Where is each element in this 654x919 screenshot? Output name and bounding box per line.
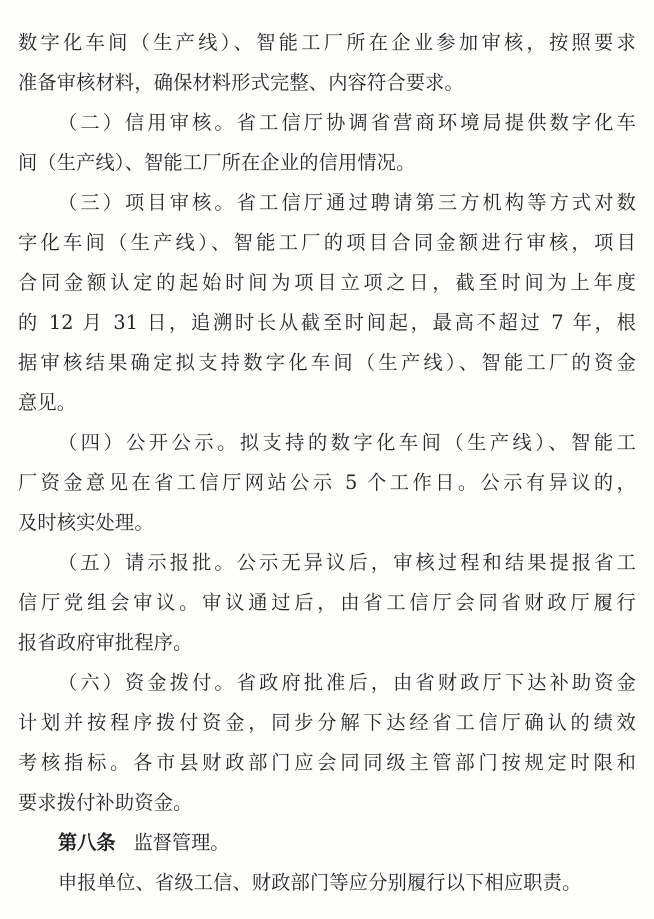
article-title: 监督管理。 [133, 831, 230, 854]
text-line: 合同金额认定的起始时间为项目立项之日，截至时间为上年度 [18, 271, 636, 294]
text-line: 计划并按程序拨付资金，同步分解下达经省工信厅确认的绩效 [18, 711, 636, 734]
text-line: 要求拨付补助资金。 [18, 791, 193, 814]
text-line: 信厅党组会审议。审议通过后，由省工信厅会同省财政厅履行 [18, 591, 636, 614]
text-line: （五）请示报批。公示无异议后，审核过程和结果提报省工 [58, 551, 636, 574]
article-heading [58, 823, 230, 863]
text-line: 厂资金意见在省工信厅网站公示 5 个工作日。公示有异议的， [18, 471, 636, 494]
text-line: 间（生产线）、智能工厂所在企业的信用情况。 [18, 151, 416, 174]
text-line: 字化车间（生产线）、智能工厂的项目合同金额进行审核，项目 [18, 231, 636, 254]
text-line: 的 12 月 31 日，追溯时长从截至时间起，最高不超过 7 年，根 [18, 311, 636, 334]
text-line: 报省政府审批程序。 [18, 631, 193, 654]
text-line: （四）公开公示。拟支持的数字化车间（生产线）、智能工 [58, 431, 636, 454]
text-line: （二）信用审核。省工信厅协调省营商环境局提供数字化车 [58, 111, 636, 134]
text-line: （三）项目审核。省工信厅通过聘请第三方机构等方式对数 [58, 191, 636, 214]
text-line: 据审核结果确定拟支持数字化车间（生产线）、智能工厂的资金 [18, 351, 636, 374]
text-line: 准备审核材料，确保材料形式完整、内容符合要求。 [18, 71, 464, 94]
text-line: 及时核实处理。 [18, 511, 154, 534]
text-line: 数字化车间（生产线）、智能工厂所在企业参加审核，按照要求 [18, 31, 636, 54]
text-line: 申报单位、省级工信、财政部门等应分别履行以下相应职责。 [58, 871, 582, 894]
text-line: 考核指标。各市县财政部门应会同同级主管部门按规定时限和 [18, 751, 636, 774]
text-line: 意见。 [18, 391, 77, 414]
text-line: （六）资金拨付。省政府批准后，由省财政厅下达补助资金 [58, 671, 636, 694]
article-number: 第八条 [58, 831, 116, 854]
